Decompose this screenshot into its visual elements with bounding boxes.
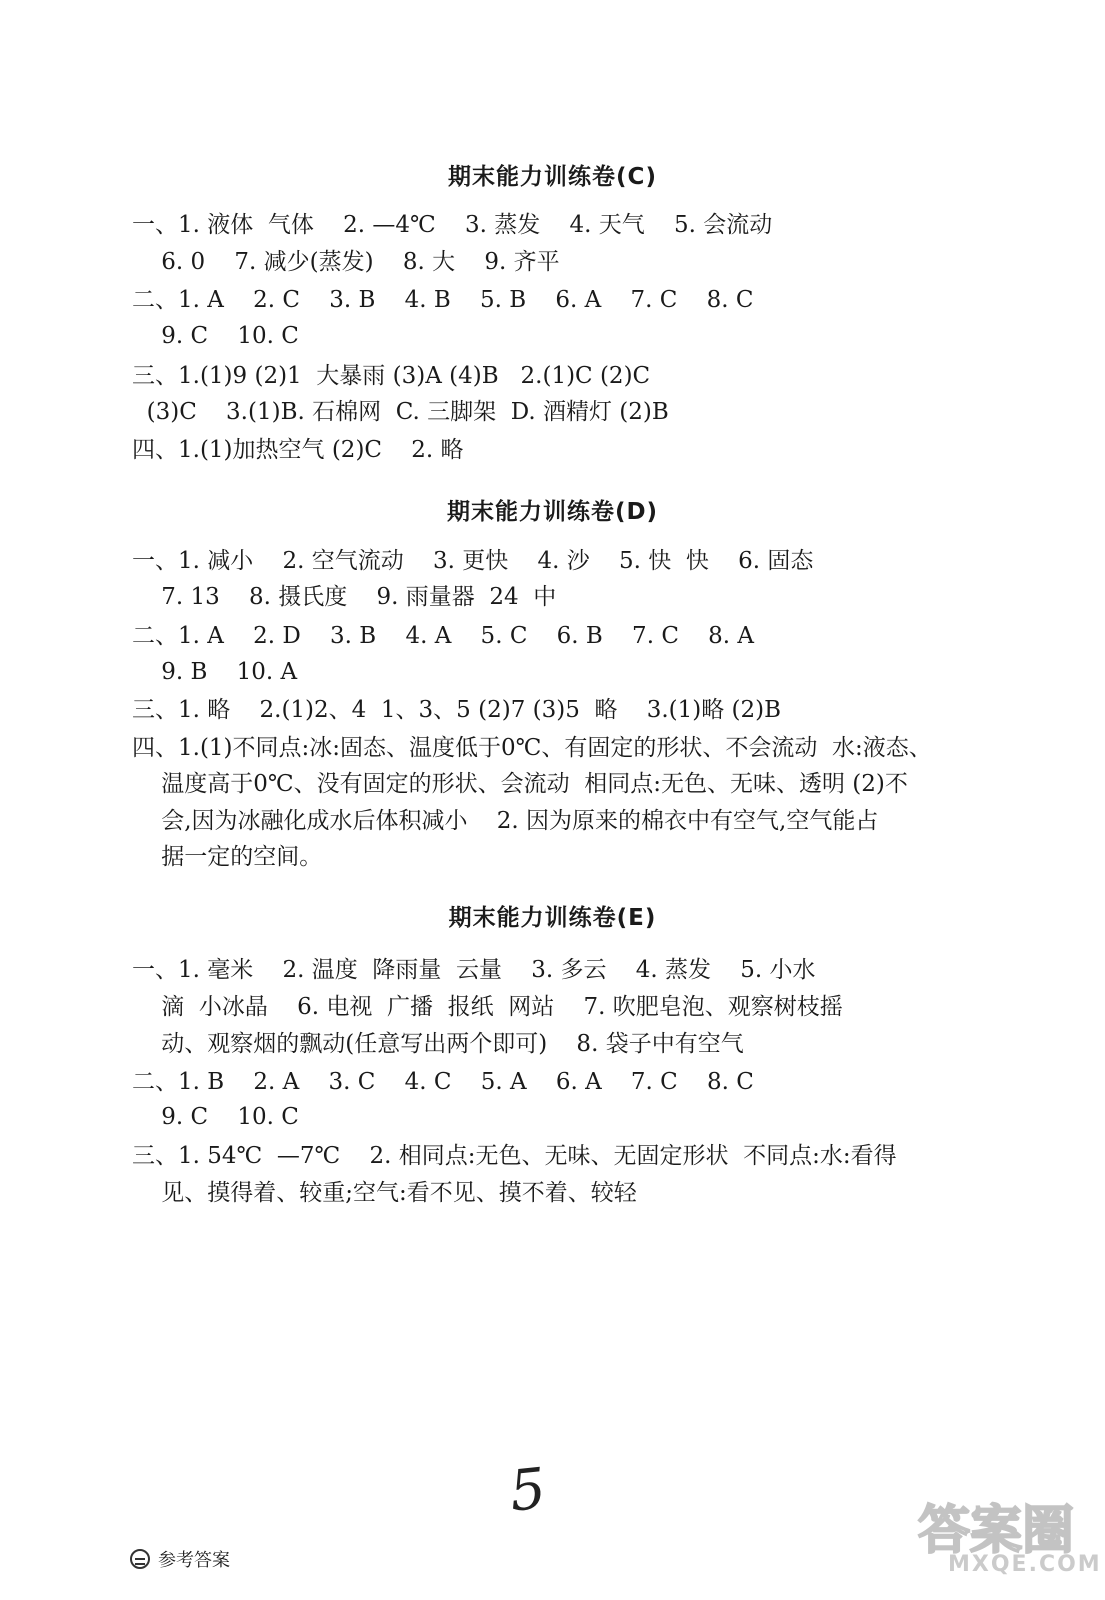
answer-line: 9. C 10. C [132, 1104, 299, 1130]
answer-line: 6. 0 7. 减少(蒸发) 8. 大 9. 齐平 [132, 249, 560, 275]
answer-line: 三、1. 略 2.(1)2、4 1、3、5 (2)7 (3)5 略 3.(1)略 (2)B [132, 697, 782, 723]
answer-line: 滴 小冰晶 6. 电视 广播 报纸 网站 7. 吹肥皂泡、观察树枝摇 [132, 994, 843, 1020]
answer-line: 一、1. 液体 气体 2. —4℃ 3. 蒸发 4. 天气 5. 会流动 [132, 212, 773, 238]
answer-line: 三、1. 54℃ —7℃ 2. 相同点:无色、无味、无固定形状 不同点:水:看得 [132, 1143, 897, 1169]
answer-line: 动、观察烟的飘动(任意写出两个即可) 8. 袋子中有空气 [132, 1031, 744, 1057]
section-title-d: 期末能力训练卷(D) [446, 499, 659, 525]
book-logo-icon [130, 1549, 150, 1569]
answer-line: 三、1.(1)9 (2)1 大暴雨 (3)A (4)B 2.(1)C (2)C [132, 363, 651, 389]
answer-line: 四、1.(1)加热空气 (2)C 2. 略 [132, 437, 464, 463]
answer-line: 二、1. B 2. A 3. C 4. C 5. A 6. A 7. C 8. C [132, 1069, 754, 1095]
answer-line: 9. B 10. A [132, 659, 298, 685]
footer-label: 参考答案 [158, 1550, 230, 1571]
answer-line: 会,因为冰融化成水后体积减小 2. 因为原来的棉衣中有空气,空气能占 [132, 808, 879, 834]
answer-line: 据一定的空间。 [132, 844, 323, 870]
watermark-text: 答案圈 [918, 1501, 1075, 1561]
section-title-c: 期末能力训练卷(C) [448, 164, 657, 190]
answer-line: (3)C 3.(1)B. 石棉网 C. 三脚架 D. 酒精灯 (2)B [132, 399, 669, 425]
answer-line: 9. C 10. C [132, 323, 299, 349]
watermark-url: MXQE.COM [948, 1552, 1102, 1577]
answer-line: 四、1.(1)不同点:冰:固态、温度低于0℃、有固定的形状、不会流动 水:液态、 [132, 735, 932, 761]
answer-line: 温度高于0℃、没有固定的形状、会流动 相同点:无色、无味、透明 (2)不 [132, 771, 908, 797]
answer-line: 一、1. 减小 2. 空气流动 3. 更快 4. 沙 5. 快 快 6. 固态 [132, 548, 814, 574]
footer [130, 1546, 230, 1572]
section-title-e: 期末能力训练卷(E) [448, 905, 657, 931]
answer-line: 二、1. A 2. C 3. B 4. B 5. B 6. A 7. C 8. C [132, 287, 754, 313]
handwritten-page-number: 5 [506, 1456, 549, 1525]
answer-line: 一、1. 毫米 2. 温度 降雨量 云量 3. 多云 4. 蒸发 5. 小水 [132, 957, 816, 983]
watermark-logo [918, 1488, 1102, 1596]
answer-line: 7. 13 8. 摄氏度 9. 雨量器 24 中 [132, 584, 557, 610]
answer-line: 二、1. A 2. D 3. B 4. A 5. C 6. B 7. C 8. A [132, 623, 755, 649]
answer-line: 见、摸得着、较重;空气:看不见、摸不着、较轻 [132, 1180, 637, 1206]
